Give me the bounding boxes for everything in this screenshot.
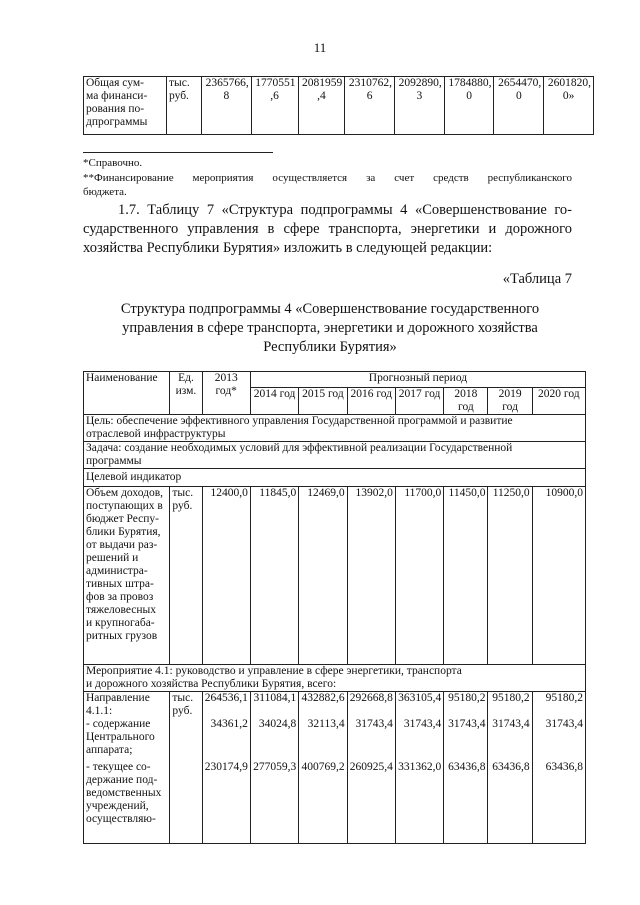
footnote-1: *Справочно. bbox=[83, 157, 143, 169]
total-funding-label: Общая сум- ма финанси- рования по- дпрограммы bbox=[84, 77, 167, 135]
direction-values: 95180,2 31743,4 63436,8 bbox=[532, 692, 585, 844]
indicator-value: 13902,0 bbox=[347, 487, 395, 665]
header-forecast-period: Прогнозный период bbox=[250, 372, 585, 388]
header-year: 2014 год bbox=[250, 388, 298, 415]
direction-values: 292668,8 31743,4 260925,4 bbox=[347, 692, 395, 844]
table-reference: «Таблица 7 bbox=[502, 271, 572, 287]
header-year: 2017 год bbox=[395, 388, 443, 415]
indicator-value: 12400,0 bbox=[202, 487, 250, 665]
indicator-value: 11700,0 bbox=[395, 487, 443, 665]
value-cell: 2601820, 0» bbox=[544, 77, 594, 135]
structure-table bbox=[83, 371, 586, 844]
table-title-line-1: Структура подпрограммы 4 «Совершенствование государственного bbox=[120, 301, 540, 317]
value-cell: 2310762, 6 bbox=[345, 77, 395, 135]
header-year: 2018 год bbox=[444, 388, 488, 415]
table-title-line-2: управления в сфере транспорта, энергетики и дорожного хозяйства bbox=[122, 320, 538, 336]
direction-values: 95180,2 31743,4 63436,8 bbox=[444, 692, 488, 844]
value-cell: 2365766, 8 bbox=[202, 77, 252, 135]
value-cell: 1770551 ,6 bbox=[251, 77, 298, 135]
value-cell: 2081959 ,4 bbox=[298, 77, 345, 135]
indicator-value: 12469,0 bbox=[299, 487, 347, 665]
footnote-separator bbox=[83, 152, 273, 153]
paragraph-line-1: 1.7. Таблицу 7 «Структура подпрограммы 4 «Совершенствование го- bbox=[118, 202, 572, 218]
task-row: Задача: создание необходимых условий для эффективной реализации Государственной программы bbox=[84, 442, 586, 469]
page-number: 11 bbox=[313, 40, 327, 55]
paragraph-line-3: хозяйства Республики Бурятия» изложить в следующей редакции: bbox=[83, 240, 493, 256]
direction-values: 363105,4 31743,4 331362,0 bbox=[395, 692, 443, 844]
footnote-2: **Финансирование мероприятия осуществляется за счет средств республиканского bbox=[83, 172, 572, 184]
paragraph-line-2: сударственного управления в сфере транспорта, энергетики и дорожного bbox=[83, 221, 572, 237]
header-year: 2019 год bbox=[488, 388, 532, 415]
indicator-value: 10900,0 bbox=[532, 487, 585, 665]
footnote-2-cont: бюджета. bbox=[83, 186, 127, 198]
header-year: 2020 год bbox=[532, 388, 585, 415]
header-unit: Ед. изм. bbox=[170, 372, 202, 415]
direction-values: 264536,1 34361,2 230174,9 bbox=[202, 692, 250, 844]
header-year: 2015 год bbox=[299, 388, 347, 415]
funding-total-table bbox=[83, 76, 594, 135]
header-year: 2016 год bbox=[347, 388, 395, 415]
indicator-label: Объем доходов, поступающих в бюджет Респу- блики Бурятия, от выдачи раз- решений и администра- тивных штра- фов за провоз тяжеловесных и крупногаба- ритных грузов bbox=[84, 487, 170, 665]
unit-cell: тыс. руб. bbox=[167, 77, 202, 135]
value-cell: 2092890, 3 bbox=[395, 77, 445, 135]
table-title-line-3: Республики Бурятия» bbox=[263, 339, 397, 355]
indicator-row: Целевой индикатор bbox=[84, 469, 586, 487]
direction-values: 432882,6 32113,4 400769,2 bbox=[299, 692, 347, 844]
header-2013: 2013 год* bbox=[202, 372, 250, 415]
value-cell: 1784880, 0 bbox=[444, 77, 494, 135]
indicator-value: 11450,0 bbox=[444, 487, 488, 665]
indicator-unit: тыс. руб. bbox=[170, 487, 202, 665]
header-name: Наименование bbox=[84, 372, 170, 415]
indicator-value: 11845,0 bbox=[250, 487, 298, 665]
direction-label: Направление 4.1.1: - содержание Центрального аппарата; - текущее со- держание под- ведомственных учреждений, осуществляю- bbox=[84, 692, 170, 844]
direction-values: 95180,2 31743,4 63436,8 bbox=[488, 692, 532, 844]
indicator-value: 11250,0 bbox=[488, 487, 532, 665]
direction-values: 311084,1 34024,8 277059,3 bbox=[250, 692, 298, 844]
measure-row: Мероприятие 4.1: руководство и управление в сфере энергетики, транспорта и дорожного хозяйства Республики Бурятия, всего: bbox=[84, 665, 586, 692]
goal-row: Цель: обеспечение эффективного управления Государственной программой и развитие отраслевой инфраструктуры bbox=[84, 415, 586, 442]
direction-unit: тыс. руб. bbox=[170, 692, 202, 844]
value-cell: 2654470, 0 bbox=[494, 77, 544, 135]
